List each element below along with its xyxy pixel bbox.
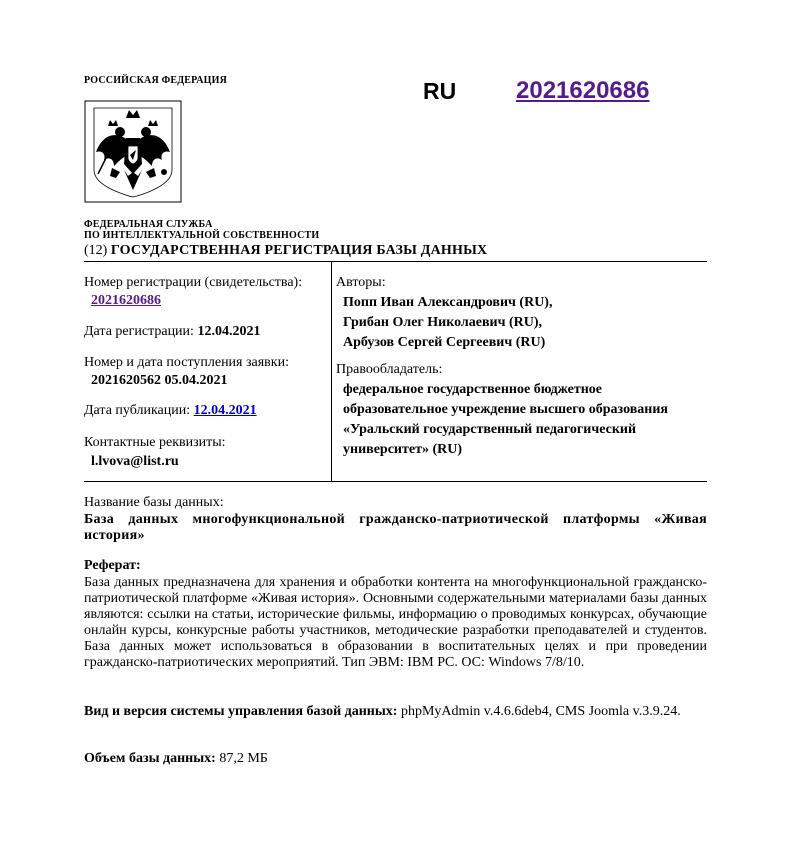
agency-name bbox=[84, 219, 319, 241]
application-value: 2021620562 05.04.2021 bbox=[91, 373, 228, 388]
authors-list bbox=[343, 293, 552, 353]
registration-number-link[interactable]: 2021620686 bbox=[516, 77, 650, 104]
registration-date-value: 12.04.2021 bbox=[197, 324, 261, 339]
db-size-value: 87,2 МБ bbox=[219, 751, 268, 766]
registration-number-value-link[interactable]: 2021620686 bbox=[91, 293, 161, 308]
country-code: RU bbox=[423, 78, 457, 104]
holder-line: образовательное учреждение высшего образования bbox=[343, 402, 668, 417]
registration-date-row bbox=[84, 324, 260, 340]
db-title-value: База данных многофункциональной гражданско-патриотической платформы «Живая история» bbox=[84, 512, 707, 543]
document-code: (12) bbox=[84, 243, 108, 258]
country-name: РОССИЙСКАЯ ФЕДЕРАЦИЯ bbox=[84, 75, 228, 86]
contact-label: Контактные реквизиты: bbox=[84, 435, 226, 450]
registration-date-label: Дата регистрации: bbox=[84, 324, 194, 339]
abstract-text: База данных предназначена для хранения и обработки контента на многофункциональной гражданско-патриотической платформе «Живая история». Основными содержательными материалами базы данных являются: ссылки на статьи, исторические фильмы, информацию о проводимых конкурсах, обучающие онлайн курсы, конкурсные работы участников, методические разработки преподавателей и студентов. База данных может использоваться в образовании в воспитательных целях и при проведении гражданско-патриотических мероприятий. Тип ЭВМ: IBM PC. ОС: Windows 7/8/10. bbox=[84, 575, 707, 670]
publication-date-row bbox=[84, 403, 257, 419]
holder-line: «Уральский государственный педагогический bbox=[343, 422, 637, 437]
table-column-divider bbox=[331, 262, 332, 481]
dbms-label: Вид и версия системы управления базой данных: bbox=[84, 704, 398, 719]
db-size-label: Объем базы данных: bbox=[84, 751, 216, 766]
author-item: Попп Иван Александрович (RU), bbox=[343, 295, 553, 310]
document-type bbox=[84, 243, 487, 259]
holder-label: Правообладатель: bbox=[336, 362, 443, 377]
agency-line-2: ПО ИНТЕЛЛЕКТУАЛЬНОЙ СОБСТВЕННОСТИ bbox=[84, 230, 320, 241]
application-label: Номер и дата поступления заявки: bbox=[84, 355, 289, 370]
dbms-value: phpMyAdmin v.4.6.6deb4, CMS Joomla v.3.9.24. bbox=[400, 704, 681, 719]
dbms-row bbox=[84, 704, 707, 720]
holder-line: университет» (RU) bbox=[343, 442, 462, 457]
author-item: Арбузов Сергей Сергеевич (RU) bbox=[343, 335, 546, 350]
registration-number-label: Номер регистрации (свидетельства): bbox=[84, 275, 303, 290]
db-title-label: Название базы данных: bbox=[84, 495, 224, 510]
table-bottom-rule bbox=[84, 481, 707, 482]
abstract-heading: Реферат: bbox=[84, 558, 141, 573]
db-size-row bbox=[84, 751, 707, 767]
holder-name bbox=[343, 380, 668, 460]
holder-line: федеральное государственное бюджетное bbox=[343, 382, 603, 397]
publication-date-link[interactable]: 12.04.2021 bbox=[193, 403, 257, 418]
contact-value: l.lvova@list.ru bbox=[91, 454, 179, 469]
coat-of-arms-emblem bbox=[84, 100, 182, 203]
table-top-rule bbox=[84, 261, 707, 262]
authors-label: Авторы: bbox=[336, 275, 386, 290]
publication-date-label: Дата публикации: bbox=[84, 403, 191, 418]
document-kind: ГОСУДАРСТВЕННАЯ РЕГИСТРАЦИЯ БАЗЫ ДАННЫХ bbox=[110, 243, 488, 258]
agency-line-1: ФЕДЕРАЛЬНАЯ СЛУЖБА bbox=[84, 219, 213, 230]
author-item: Грибан Олег Николаевич (RU), bbox=[343, 315, 543, 330]
